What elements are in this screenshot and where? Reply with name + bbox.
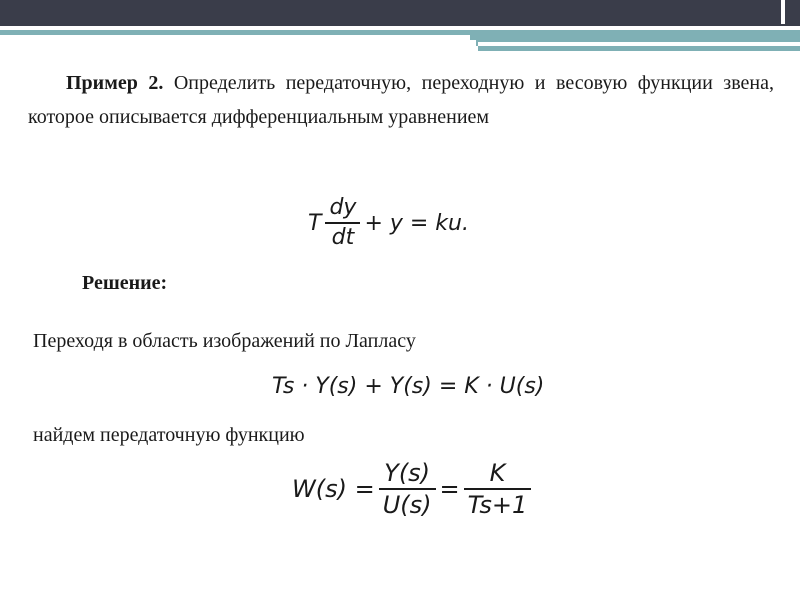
eq3-lhs: W(s) = — [292, 475, 375, 504]
eq3-fraction-1 — [379, 460, 436, 519]
eq1-fraction — [325, 196, 360, 250]
eq3-equals: = — [439, 475, 460, 504]
eq1-rest: + y = ku. — [364, 210, 469, 236]
eq1-denominator: dt — [331, 225, 355, 251]
problem-statement — [28, 66, 774, 134]
solution-heading: Решение: — [82, 272, 168, 294]
eq3-frac1-numerator: Y(s) — [384, 459, 431, 487]
header-teal-gap — [470, 40, 476, 50]
eq3-frac2-denominator: Ts+1 — [467, 491, 528, 520]
header-teal-lower — [478, 46, 800, 51]
eq3-frac2-numerator: K — [489, 459, 506, 487]
transfer-function-equation — [292, 460, 535, 519]
eq1-T: T — [308, 210, 322, 236]
header-notch — [781, 0, 785, 24]
example-label: Пример 2. — [66, 72, 164, 94]
laplace-equation — [272, 374, 544, 399]
differential-equation — [308, 196, 469, 250]
laplace-transition-text: Переходя в область изображений по Лапласу — [33, 330, 416, 352]
eq3-frac1-bar — [379, 488, 436, 490]
eq1-numerator: dy — [329, 195, 357, 220]
header-teal-stripe-left — [0, 30, 470, 35]
eq3-frac1-denominator: U(s) — [382, 491, 432, 520]
eq2-text: Ts · Y(s) + Y(s) = K · U(s) — [272, 374, 545, 399]
eq3-fraction-2 — [464, 460, 532, 519]
problem-text: Определить передаточную, переходную и весовую функции звена, которое описывается дифференциальным уравнением — [28, 72, 774, 128]
eq1-fraction-bar — [325, 222, 360, 224]
header-dark-band — [0, 0, 780, 26]
find-transfer-function-text: найдем передаточную функцию — [33, 424, 305, 446]
eq3-frac2-bar — [464, 488, 532, 490]
